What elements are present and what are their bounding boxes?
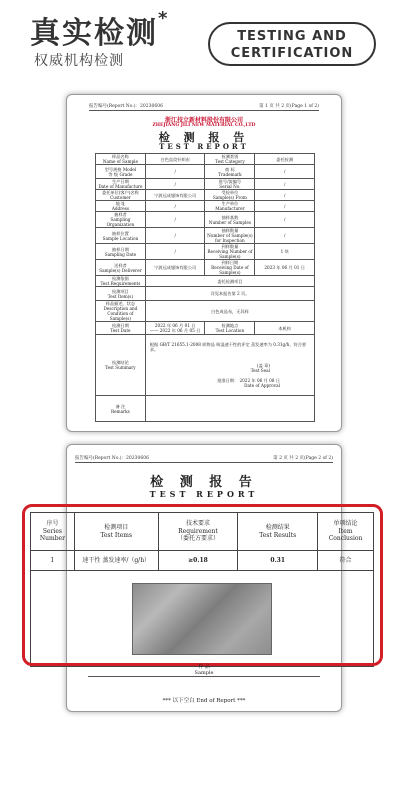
report-page-1: [66, 94, 342, 432]
header-series-number: 序号 Series Number: [31, 513, 75, 551]
info-value: /: [145, 179, 205, 190]
info-value: /: [145, 244, 205, 260]
header-test-items: 检测项目 Test Items: [74, 513, 158, 551]
highlight-frame: [22, 504, 383, 666]
items-row: [96, 287, 315, 301]
end-of-report: *** 以下空白 End of Report ***: [162, 698, 246, 704]
info-value: 2023 年 06 月 01 日: [255, 260, 315, 276]
page-header: [0, 0, 404, 82]
description-row: [96, 301, 315, 322]
basis-value: 委托检测项目: [145, 276, 314, 287]
info-value: 白色直纹针织布: [145, 154, 205, 165]
info-label: 检测类别 Test Category: [205, 154, 255, 165]
info-label: 样品名称 Name of Sample: [96, 154, 146, 165]
approval-date: 批准日期： 2022 年 06 月 08 日 Date of Approval: [217, 378, 280, 388]
test-location-value: 本机构: [255, 322, 315, 335]
badge-line-1: TESTING AND: [237, 29, 347, 44]
info-row: [96, 244, 315, 260]
remarks-value: [145, 396, 314, 422]
result-series-number: 1: [31, 551, 75, 571]
info-row: [96, 260, 315, 276]
info-label: 抽样数量 Number of Sample(s) for Inspection: [205, 228, 255, 244]
seal-text: (盖 章) Test Seal: [250, 363, 270, 373]
info-value: /: [145, 201, 205, 212]
info-value: /: [145, 212, 205, 228]
info-row: [96, 179, 315, 190]
info-label: 抽样者 Sampling Organization: [96, 212, 146, 228]
conclusion-text: 根据 GB/T 21655.1-2008 织物品 吸湿速干性的评定 蒸发速率为 0.31g/h，符合要求。: [149, 342, 307, 352]
info-label: 商 标 Trademark: [205, 165, 255, 179]
page2-topline: [75, 455, 333, 463]
info-value: 宁波远成服饰有限公司: [145, 190, 205, 201]
info-row: [96, 212, 315, 228]
info-row: [96, 228, 315, 244]
info-value: /: [255, 201, 315, 212]
info-value: 1 块: [255, 244, 315, 260]
description-value: 白色成品布，无异样: [145, 301, 314, 322]
test-date-label: 检测日期 Test Date: [96, 322, 146, 335]
page1-title-cn: 检 测 报 告: [158, 131, 250, 144]
separator-line: [88, 676, 320, 677]
info-row: [96, 190, 315, 201]
company-name-en: ZHEJIANG JILI NEW MATERIAL CO.,LTD: [152, 123, 256, 128]
info-label: 送样者 Sample(s) Deliverer: [96, 260, 146, 276]
info-row: [96, 201, 315, 212]
info-label: 地 址 Address: [96, 201, 146, 212]
info-value: /: [255, 179, 315, 190]
info-label: 抽样位置 Sample Location: [96, 228, 146, 244]
header-subtitle: 权威机构检测: [34, 53, 124, 69]
header-title: [30, 8, 169, 52]
page2-page-number: 第 2 页 共 2 页(Page 2 of 2): [273, 456, 333, 461]
header-test-results: 检测结果 Test Results: [238, 513, 318, 551]
result-conclusion: 符合: [318, 551, 374, 571]
page2-title-en: TEST REPORT: [149, 489, 259, 499]
info-label: 批号/流编号 Serial No.: [205, 179, 255, 190]
page1-title-en: TEST REPORT: [159, 142, 249, 151]
conclusion-cell: [145, 335, 314, 396]
sample-label: 样 品 Sample: [194, 664, 214, 676]
page2-title-cn: 检 测 报 告: [150, 475, 258, 490]
info-label: 委托单位(客户)名称 Customer: [96, 190, 146, 201]
test-location-label: 检测地点 Test Location: [205, 322, 255, 335]
certification-badge: [208, 22, 376, 66]
remarks-row: [96, 396, 315, 422]
info-label: 抽样日期 Sampling Date: [96, 244, 146, 260]
info-value: 宁波远成服饰有限公司: [145, 260, 205, 276]
info-value: /: [255, 228, 315, 244]
info-label: 生产日期 Date of Manufacture: [96, 179, 146, 190]
conclusion-label: 检测结论 Test Summary: [96, 335, 146, 396]
items-value: 详见本报告第 2 页。: [145, 287, 314, 301]
page1-report-number: 报告编号(Report No.)：20230606: [89, 104, 163, 109]
info-label: 生产单位 Manufacturer: [205, 201, 255, 212]
header-item-conclusion: 单项结论 Item Conclusion: [318, 513, 374, 551]
result-value: 0.31: [238, 551, 318, 571]
badge-line-2: CERTIFICATION: [230, 46, 354, 61]
basis-row: [96, 276, 315, 287]
info-value: /: [145, 165, 205, 179]
info-label: 型号规格 Model 等 级 Grade: [96, 165, 146, 179]
info-label: 到样日期 Receiving Date of Sample(s): [205, 260, 255, 276]
description-label: 样品描述、状态 Description and Condition of Sample(s): [96, 301, 146, 322]
result-requirement: ≥0.18: [158, 551, 238, 571]
info-label: 到样数量 Receiving Number of Sample(s): [205, 244, 255, 260]
conclusion-row: [96, 335, 315, 396]
header-star: *: [158, 8, 170, 29]
info-row: [96, 154, 315, 165]
test-date-value: 2022 年 06 月 01 日 —— 2022 年 06 月 05 日: [145, 322, 205, 335]
info-row: [96, 165, 315, 179]
basis-label: 检测依据 Test Requirements: [96, 276, 146, 287]
items-label: 检测项目 Test Item(s): [96, 287, 146, 301]
info-label: 受检单位 Sample(s) From: [205, 190, 255, 201]
info-value: 委托检测: [255, 154, 315, 165]
info-value: /: [145, 228, 205, 244]
info-label: 抽样基数 Number of Samples: [205, 212, 255, 228]
company-name-cn: 浙江技立新材料股份有限公司: [164, 117, 243, 124]
result-test-item: 速干性 蒸发速率/（g/h）: [74, 551, 158, 571]
remarks-label: 备 注 Remarks: [96, 396, 146, 422]
header-title-text: 真实检测: [30, 16, 158, 51]
report-info-table: [95, 153, 315, 422]
info-value: /: [255, 165, 315, 179]
page1-page-number: 第 1 页 共 2 页(Page 1 of 2): [259, 104, 319, 109]
page1-topline: [89, 103, 319, 111]
info-value: /: [255, 190, 315, 201]
header-requirement: 技术要求 Requirement （委托方要求）: [158, 513, 238, 551]
info-value: /: [255, 212, 315, 228]
date-row: [96, 322, 315, 335]
page2-report-number: 报告编号(Report No.)：20230606: [75, 456, 149, 461]
